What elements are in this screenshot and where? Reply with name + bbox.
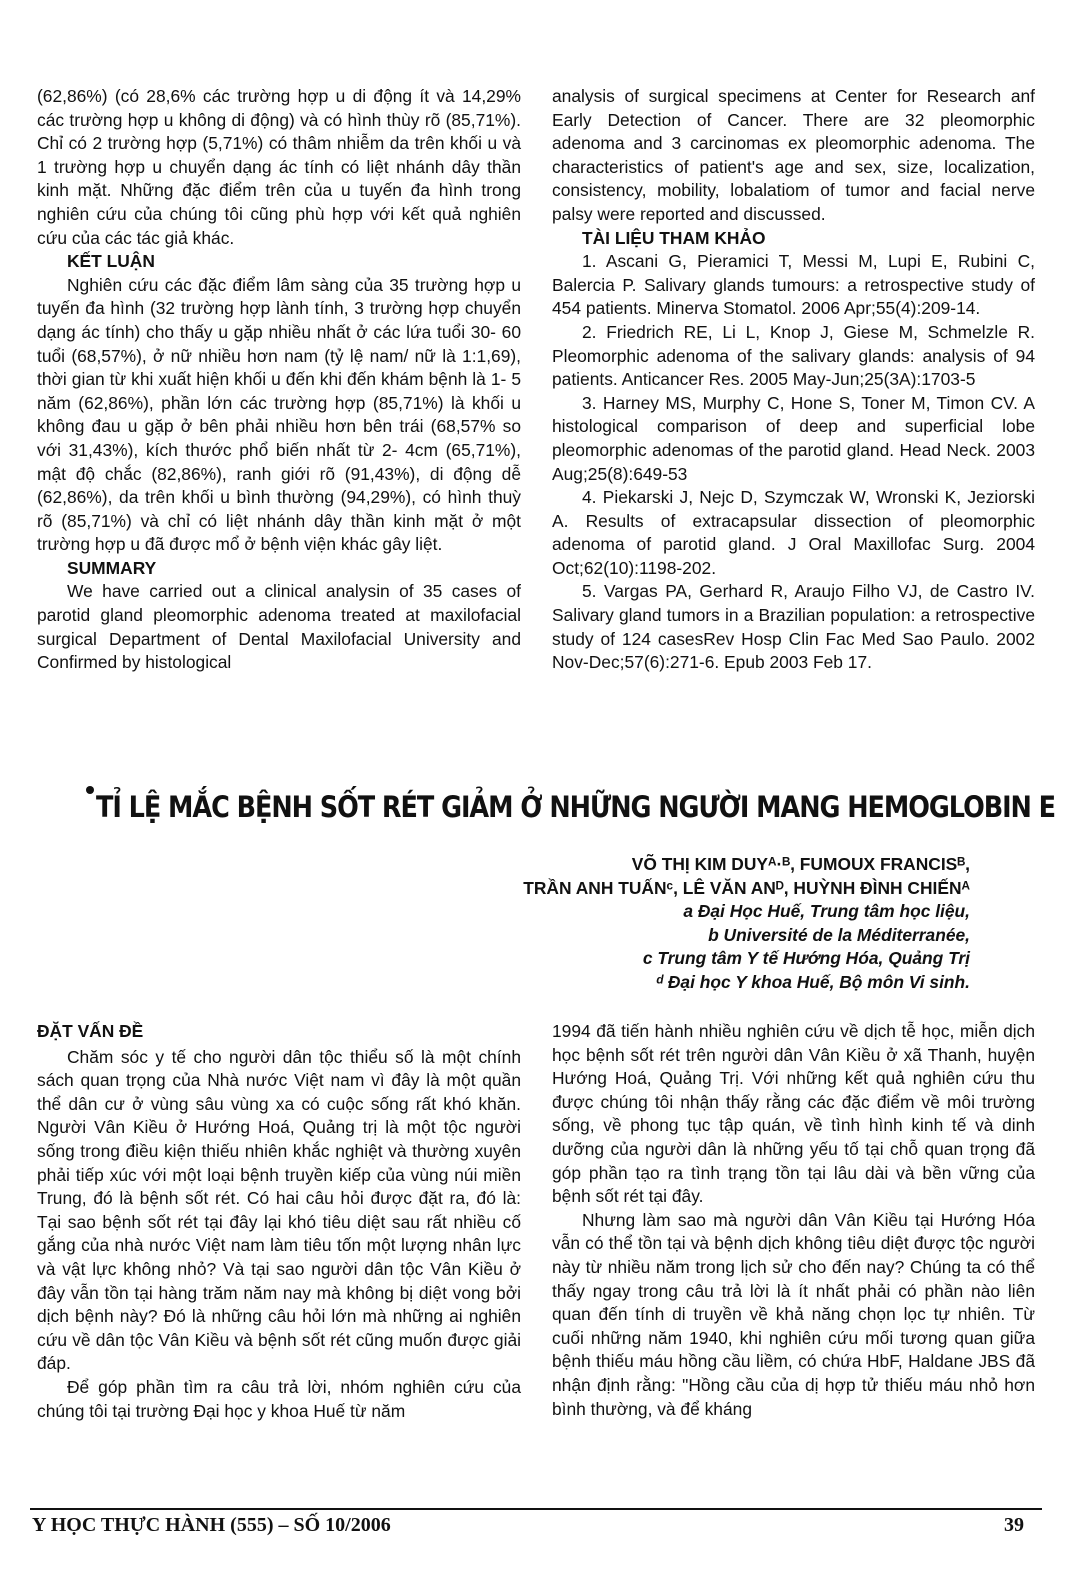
reference-item: 1. Ascani G, Pieramici T, Messi M, Lupi E, Rubini C, Balercia P. Salivary glands tumours: a retrospective study of 454 patients. Minerva Stomatol. 2006 Apr;55(4):209-14.	[552, 251, 1035, 319]
affiliation: b Université de la Méditerranée,	[708, 924, 970, 945]
introduction-paragraph: Chăm sóc y tế cho người dân tộc thiểu số là một chính sách quan trọng của Nhà nước Việt nam vì đây là một quần thể dân cư ở vùng sâu vùng xa có cuộc sống rất khó khăn. Người Vân Kiều ở Hướng Hoá, Quảng trị là một tộc người sống trong điều kiện thiếu nhiên khắc nghiệt và thường xuyên phải tiếp xúc với một loại bệnh truyền kiếp của vùng núi miền Trung, đó là bệnh sốt rét. Có hai câu hỏi được đặt ra, đó là: Tại sao bệnh sốt rét tại đây lại khó tiêu diệt sau rất nhiều cố gắng của nhà nước Việt nam làm tiêu tốn một lượng nhân lực và vật lực không nhỏ? Và tại sao người dân tộc Vân Kiều ở đây vẫn tồn tại hàng trăm năm nay mà không bị diệt vong bởi dịch bệnh này? Đó là những câu hỏi lớn mà những ai nghiên cứu về dân tộc Vân Kiều và bệnh sốt rét cũng muốn được giải đáp.	[37, 1046, 521, 1374]
reference-item: 5. Vargas PA, Gerhard R, Araujo Filho VJ, de Castro IV. Salivary gland tumors in a Brazilian population: a retrospective study of 124 casesRev Hosp Clin Fac Med Sao Paulo. 2002 Nov-Dec;57(6):271-6. Epub 2003 Feb 17.	[552, 581, 1035, 673]
footer-divider	[30, 1508, 1042, 1510]
top-right-column	[552, 85, 1035, 675]
bottom-right-column	[552, 1020, 1035, 1421]
affiliation: a Đại Học Huế, Trung tâm học liệu,	[683, 901, 970, 922]
summary-heading: SUMMARY	[67, 557, 157, 578]
bottom-left-column	[37, 1020, 521, 1423]
article-title: TỈ LỆ MẮC BỆNH SỐT RÉT GIẢM Ở NHỮNG NGƯỜI MANG HEMOGLOBIN E	[96, 790, 1056, 824]
page-number: 39	[1004, 1514, 1024, 1536]
introduction-paragraph: Nhưng làm sao mà người dân Vân Kiều tại Hướng Hóa vẫn có thể tồn tại và bệnh dịch không tiêu diệt được tộc người này từ nhiều năm trong lịch sử cho đến nay? Chúng ta có thể thấy ngay trong câu trả lời là ít nhất phải có phần nào liên quan đến tính di truyền về khả năng chọn lọc tự nhiên. Từ cuối những năm 1940, khi nghiên cứu mối tương quan giữa bệnh thiếu máu hồng cầu liềm, có chứa HbF, Haldane JBS đã nhận định rằng: "Hồng cầu của dị hợp tử thiếu máu nhỏ hơn bình thường, và để kháng	[552, 1209, 1035, 1419]
introduction-paragraph: 1994 đã tiến hành nhiều nghiên cứu về dịch tễ học, miễn dịch học bệnh sốt rét trên người dân Vân Kiều ở xã Thanh, huyện Hướng Hoá, Quảng Trị. Với những kết quả nghiên cứu thu được chúng tôi nhận thấy rằng các đặc điểm về môi trường sống, về phong tục tập quán, về tình hình kinh tế và dinh dưỡng của người dân là những yếu tố tại chỗ quan trọng đã góp phần tạo ra tình trạng tồn tại lâu dài và bền vững của bệnh sốt rét tại đây.	[552, 1021, 1035, 1207]
authors-line: VÕ THỊ KIM DUYᴬ·ᴮ, FUMOUX FRANCISᴮ,	[631, 854, 970, 874]
introduction-heading: ĐẶT VẤN ĐỀ	[37, 1021, 144, 1041]
top-left-column	[37, 85, 521, 675]
results-continuation: (62,86%) (có 28,6% các trường hợp u di động ít và 14,29% các trường hợp u không di động) và có hình thùy rõ (85,71%). Chỉ có 2 trường hợp (5,71%) có thâm nhiễm da trên khối u và 1 trường hợp u chuyển dạng ác tính có liệt nhánh dây thần kinh mặt. Những đặc điểm trên của u tuyến đa hình trong nghiên cứu của chúng tôi cũng phù hợp với kết quả nghiên cứu của các tác giả khác.	[37, 86, 521, 248]
summary-continuation: analysis of surgical specimens at Center for Research anf Early Detection of Cancer. There are 32 pleomorphic adenoma and 3 carcinomas ex pleomorphic adenoma. The characteristics of patient's age and sex, size, localization, consistency, mobility, lobalatiom of tumor and facial nerve palsy were reported and discussed.	[552, 86, 1035, 224]
title-bullet-mark	[86, 786, 94, 794]
references-heading: TÀI LIỆU THAM KHẢO	[582, 227, 766, 248]
summary-text: We have carried out a clinical analysin of 35 cases of parotid gland pleomorphic adenoma treated at maxilofacial surgical Department of Dental Maxilofacial University and Confirmed by histological	[37, 581, 521, 673]
reference-item: 2. Friedrich RE, Li L, Knop J, Giese M, Schmelzle R. Pleomorphic adenoma of the salivary glands: analysis of 94 patients. Anticancer Res. 2005 May-Jun;25(3A):1703-5	[552, 321, 1035, 390]
authors-line: TRẦN ANH TUẤNᶜ, LÊ VĂN ANᴰ, HUỲNH ĐÌNH CHIẾNᴬ	[523, 877, 970, 898]
affiliation: ᵈ Đại học Y khoa Huế, Bộ môn Vi sinh.	[655, 971, 970, 992]
reference-item: 4. Piekarski J, Nejc D, Szymczak W, Wronski K, Jeziorski A. Results of extracapsular dissection of pleomorphic adenoma of parotid gland. J Oral Maxillofac Surg. 2004 Oct;62(10):1198-202.	[552, 487, 1035, 578]
reference-item: 3. Harney MS, Murphy C, Hone S, Toner M, Timon CV. A histological comparison of deep and superficial lobe pleomorphic adenomas of the parotid gland. Head Neck. 2003 Aug;25(8):649-53	[552, 392, 1035, 484]
journal-footer: Y HỌC THỰC HÀNH (555) – SỐ 10/2006	[32, 1514, 391, 1536]
affiliation: c Trung tâm Y tế Hướng Hóa, Quảng Trị	[642, 948, 970, 969]
conclusion-heading: KẾT LUẬN	[67, 251, 155, 272]
conclusion-text: Nghiên cứu các đặc điểm lâm sàng của 35 trường hợp u tuyến đa hình (32 trường hợp lành tính, 3 trường hợp chuyển dạng ác tính) cho thấy u gặp nhiều nhất ở các lứa tuổi 30- 60 tuổi (68,57%), ở nữ nhiều hơn nam (tỷ lệ nam/ nữ là 1:1,69), thời gian từ khi xuất hiện khối u đến khi đến khám bệnh là 1- 5 năm (62,86%), phần lớn các trường hợp (85,71%) là khối u không đau u gặp ở bên phải nhiều hơn bên trái (68,57% so với 31,43%), kích thước phổ biến nhất từ 2- 4cm (65,71%), mật độ chắc (82,86%), ranh giới rõ (91,43%), di động dễ (62,86%), da trên khối u bình thường (94,29%), có hình thuỳ rõ (85,71%) và chỉ có liệt nhánh dây thần kinh mặt ở một trường hợp u đã được mổ ở bệnh viện khác gây liệt.	[37, 274, 521, 555]
author-block	[270, 853, 970, 995]
introduction-paragraph: Để góp phần tìm ra câu trả lời, nhóm nghiên cứu của chúng tôi tại trường Đại học y khoa Huế từ năm	[37, 1376, 521, 1421]
